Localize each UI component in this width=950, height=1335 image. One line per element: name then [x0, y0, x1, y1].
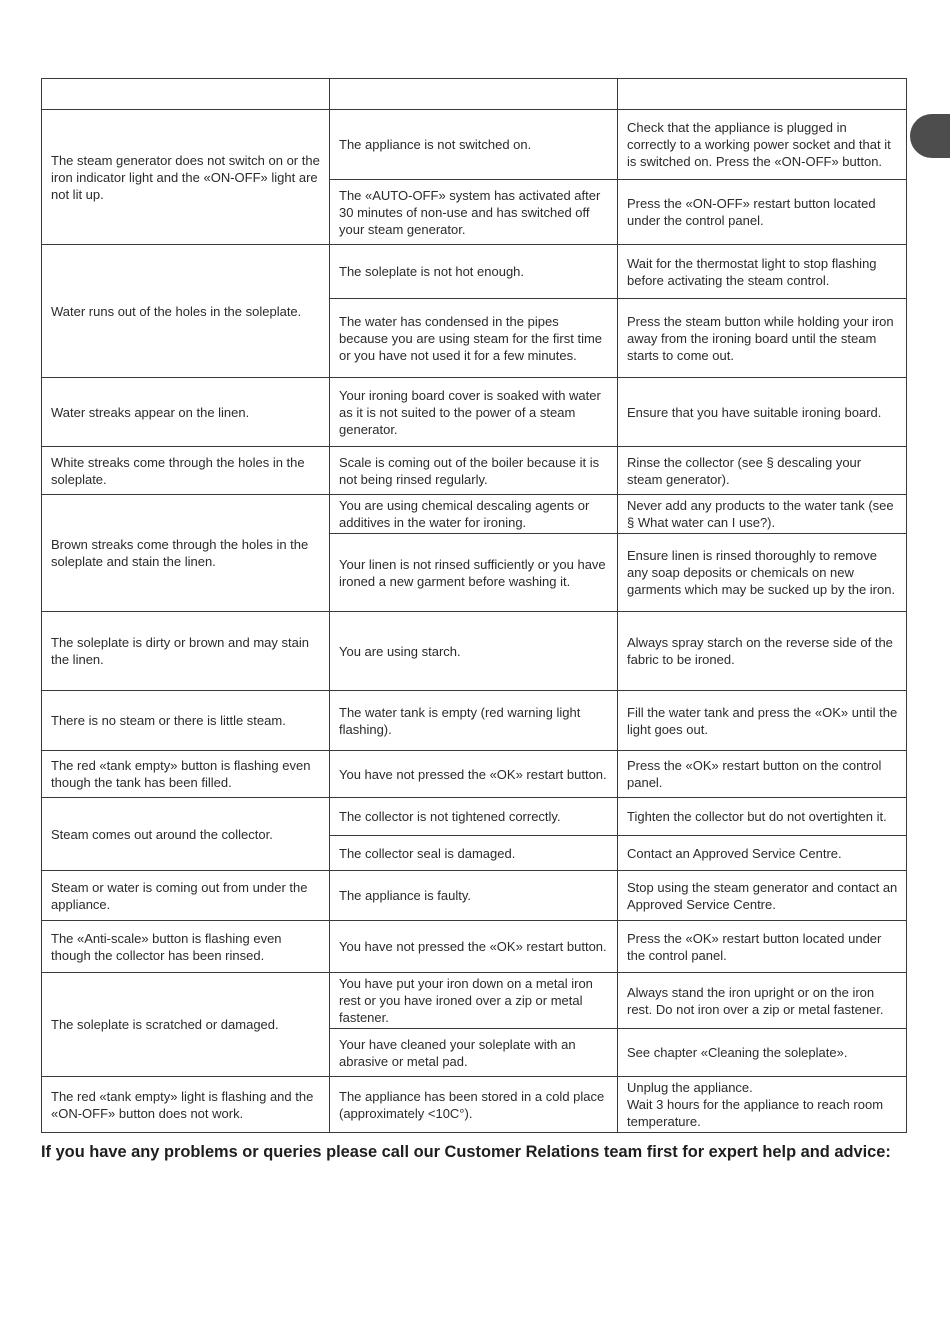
cause-cell: You are using starch.: [330, 612, 618, 691]
cause-cell: You have put your iron down on a metal iron rest or you have ironed over a zip or metal fastener.: [330, 973, 618, 1029]
cause-cell: The water has condensed in the pipes because you are using steam for the first time or you have not used it for a few minutes.: [330, 299, 618, 378]
cause-cell: The soleplate is not hot enough.: [330, 245, 618, 299]
table-row: [42, 973, 907, 1029]
table-row: [42, 751, 907, 798]
table-row: [42, 447, 907, 495]
solution-cell: See chapter «Cleaning the soleplate».: [618, 1029, 907, 1077]
table-row: [42, 495, 907, 534]
troubleshooting-table: [41, 78, 907, 1133]
header-solution: [618, 79, 907, 110]
solution-cell: Contact an Approved Service Centre.: [618, 836, 907, 871]
problem-cell: The soleplate is scratched or damaged.: [42, 973, 330, 1077]
solution-cell: Press the «OK» restart button on the control panel.: [618, 751, 907, 798]
cause-cell: Your have cleaned your soleplate with an abrasive or metal pad.: [330, 1029, 618, 1077]
solution-cell: Always spray starch on the reverse side of the fabric to be ironed.: [618, 612, 907, 691]
cause-cell: Your linen is not rinsed sufficiently or you have ironed a new garment before washing it.: [330, 534, 618, 612]
cause-cell: The appliance is not switched on.: [330, 110, 618, 180]
solution-cell: Ensure that you have suitable ironing board.: [618, 378, 907, 447]
solution-cell: Unplug the appliance. Wait 3 hours for the appliance to reach room temperature.: [618, 1077, 907, 1133]
problem-cell: The steam generator does not switch on or the iron indicator light and the «ON-OFF» light are not lit up.: [42, 110, 330, 245]
cause-cell: You have not pressed the «OK» restart button.: [330, 921, 618, 973]
cause-cell: Scale is coming out of the boiler because it is not being rinsed regularly.: [330, 447, 618, 495]
table-row: [42, 245, 907, 299]
table-row: [42, 110, 907, 180]
table-row: [42, 378, 907, 447]
table-row: [42, 798, 907, 836]
table-row: [42, 871, 907, 921]
problem-cell: White streaks come through the holes in the soleplate.: [42, 447, 330, 495]
solution-cell: Rinse the collector (see § descaling your steam generator).: [618, 447, 907, 495]
header-cause: [330, 79, 618, 110]
problem-cell: There is no steam or there is little steam.: [42, 691, 330, 751]
solution-cell: Never add any products to the water tank (see § What water can I use?).: [618, 495, 907, 534]
cause-cell: You have not pressed the «OK» restart button.: [330, 751, 618, 798]
cause-cell: The «AUTO-OFF» system has activated after 30 minutes of non-use and has switched off your steam generator.: [330, 180, 618, 245]
cause-cell: You are using chemical descaling agents or additives in the water for ironing.: [330, 495, 618, 534]
solution-cell: Tighten the collector but do not overtighten it.: [618, 798, 907, 836]
cause-cell: The water tank is empty (red warning light flashing).: [330, 691, 618, 751]
problem-cell: Steam comes out around the collector.: [42, 798, 330, 871]
table-row: [42, 691, 907, 751]
table-row: [42, 1077, 907, 1133]
solution-cell: Ensure linen is rinsed thoroughly to remove any soap deposits or chemicals on new garments which may be sucked up by the iron.: [618, 534, 907, 612]
solution-cell: Fill the water tank and press the «OK» until the light goes out.: [618, 691, 907, 751]
problem-cell: Brown streaks come through the holes in the soleplate and stain the linen.: [42, 495, 330, 612]
cause-cell: The appliance is faulty.: [330, 871, 618, 921]
solution-cell: Press the steam button while holding your iron away from the ironing board until the steam starts to come out.: [618, 299, 907, 378]
table-row: [42, 921, 907, 973]
cause-cell: The collector is not tightened correctly.: [330, 798, 618, 836]
cause-cell: The appliance has been stored in a cold place (approximately <10C°).: [330, 1077, 618, 1133]
solution-cell: Press the «ON-OFF» restart button located under the control panel.: [618, 180, 907, 245]
problem-cell: Steam or water is coming out from under the appliance.: [42, 871, 330, 921]
solution-cell: Wait for the thermostat light to stop flashing before activating the steam control.: [618, 245, 907, 299]
table-header-row: [42, 79, 907, 110]
solution-cell: Always stand the iron upright or on the iron rest. Do not iron over a zip or metal fastener.: [618, 973, 907, 1029]
solution-cell: Press the «OK» restart button located under the control panel.: [618, 921, 907, 973]
problem-cell: The soleplate is dirty or brown and may stain the linen.: [42, 612, 330, 691]
problem-cell: Water runs out of the holes in the soleplate.: [42, 245, 330, 378]
problem-cell: The «Anti-scale» button is flashing even though the collector has been rinsed.: [42, 921, 330, 973]
header-problem: [42, 79, 330, 110]
cause-cell: Your ironing board cover is soaked with water as it is not suited to the power of a steam generator.: [330, 378, 618, 447]
solution-cell: Stop using the steam generator and contact an Approved Service Centre.: [618, 871, 907, 921]
problem-cell: Water streaks appear on the linen.: [42, 378, 330, 447]
cause-cell: The collector seal is damaged.: [330, 836, 618, 871]
problem-cell: The red «tank empty» button is flashing even though the tank has been filled.: [42, 751, 330, 798]
table-row: [42, 612, 907, 691]
solution-cell: Check that the appliance is plugged in correctly to a working power socket and that it is switched on. Press the «ON-OFF» button.: [618, 110, 907, 180]
problem-cell: The red «tank empty» light is flashing and the «ON-OFF» button does not work.: [42, 1077, 330, 1133]
customer-relations-note: If you have any problems or queries please call our Customer Relations team first for expert help and advice:: [41, 1143, 891, 1161]
page-tab-marker: [910, 114, 950, 158]
